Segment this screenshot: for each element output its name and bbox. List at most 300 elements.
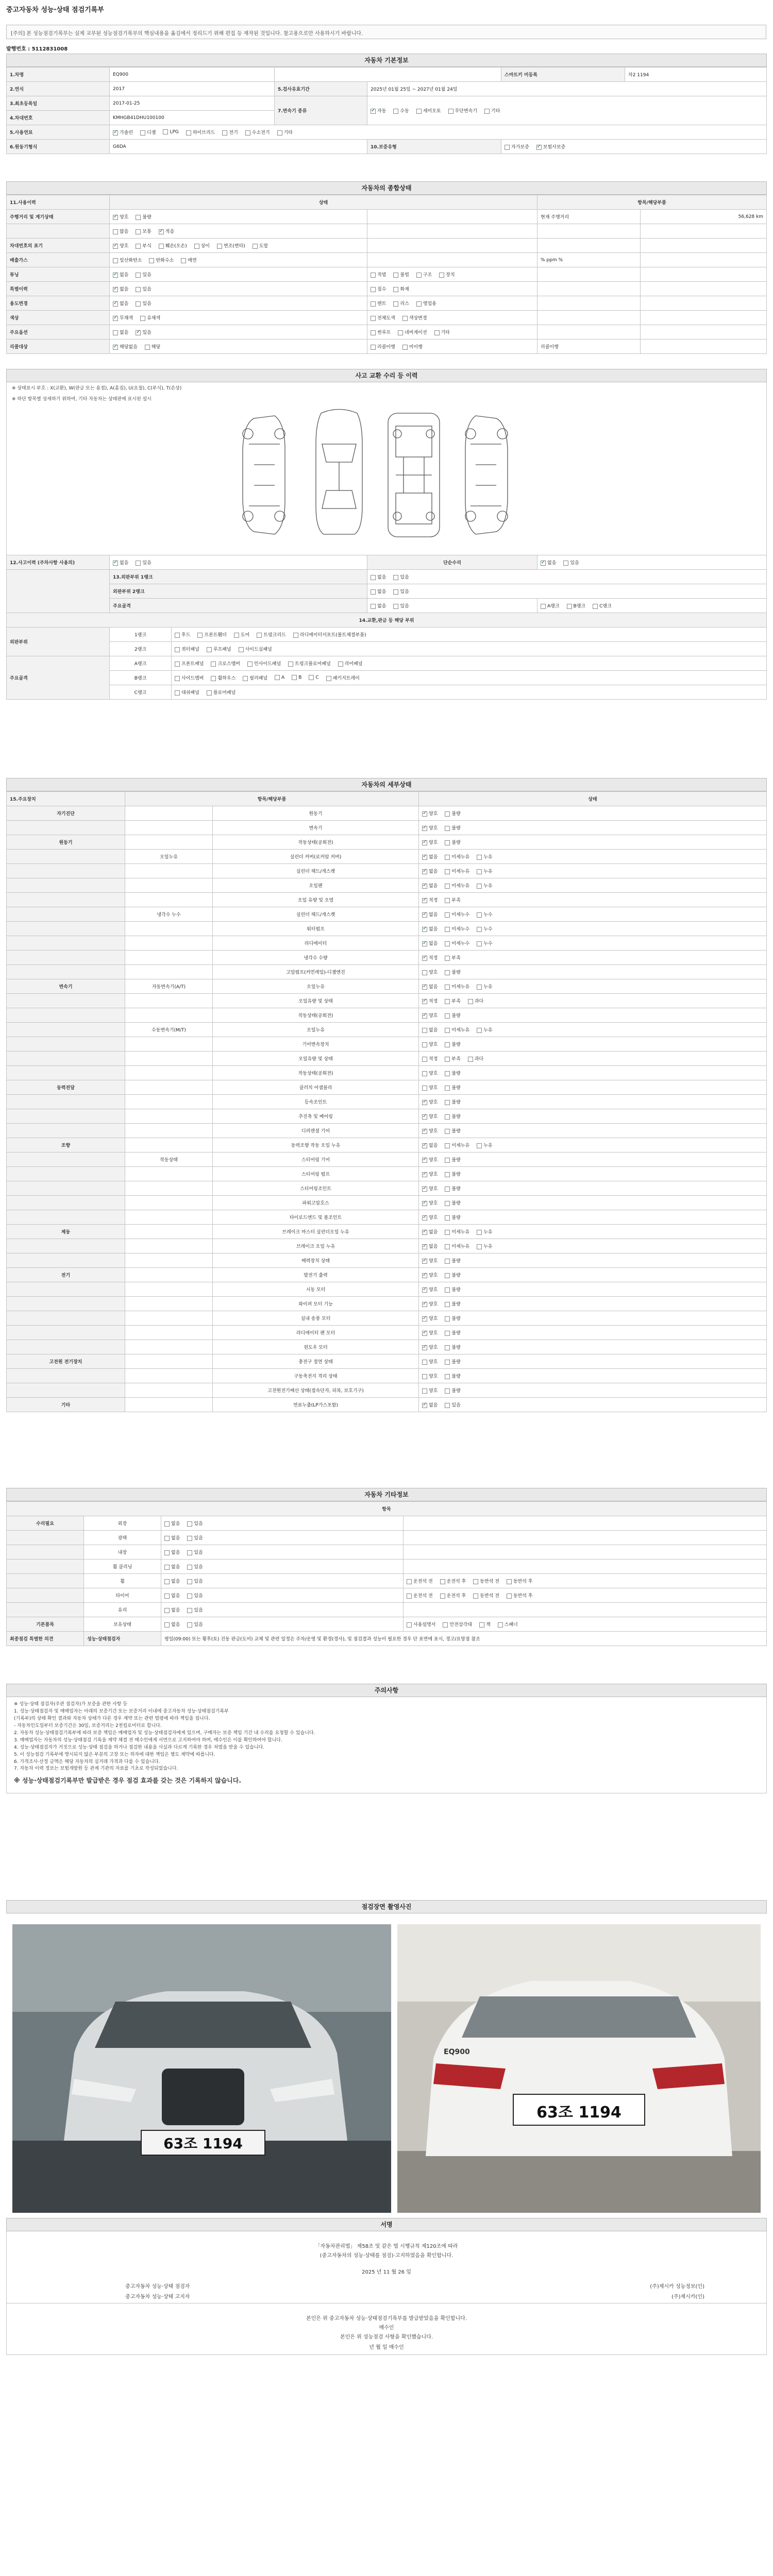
checkbox-icon[interactable] xyxy=(445,1071,450,1076)
checkbox-option[interactable] xyxy=(113,300,128,307)
checkbox-option[interactable] xyxy=(422,1199,438,1206)
checkbox-option[interactable] xyxy=(277,129,293,135)
checkbox-icon[interactable] xyxy=(402,316,408,321)
checkbox-option[interactable] xyxy=(477,925,492,932)
checkbox-option[interactable] xyxy=(422,1300,438,1307)
checkbox-icon[interactable] xyxy=(593,604,598,609)
checkbox-option[interactable] xyxy=(479,1621,491,1628)
checkbox-option[interactable] xyxy=(445,1026,469,1033)
checkbox-icon[interactable] xyxy=(393,589,398,595)
checkbox-option[interactable] xyxy=(422,1055,438,1062)
checkbox-option[interactable] xyxy=(393,300,409,307)
checkbox-icon[interactable] xyxy=(422,1331,427,1336)
checkbox-icon[interactable] xyxy=(186,130,191,135)
checkbox-option[interactable] xyxy=(159,228,174,234)
checkbox-option[interactable] xyxy=(422,1344,438,1350)
checkbox-option[interactable] xyxy=(293,631,366,638)
checkbox-option[interactable] xyxy=(187,1563,203,1570)
checkbox-icon[interactable] xyxy=(393,273,398,278)
checkbox-option[interactable] xyxy=(445,1041,460,1047)
checkbox-icon[interactable] xyxy=(422,1287,427,1293)
checkbox-icon[interactable] xyxy=(145,345,150,350)
checkbox-icon[interactable] xyxy=(445,1201,450,1206)
checkbox-option[interactable] xyxy=(422,868,438,874)
checkbox-option[interactable] xyxy=(563,559,579,566)
checkbox-option[interactable] xyxy=(239,646,272,652)
checkbox-icon[interactable] xyxy=(239,647,244,652)
checkbox-icon[interactable] xyxy=(422,1316,427,1321)
checkbox-option[interactable] xyxy=(477,868,492,874)
checkbox-icon[interactable] xyxy=(445,1143,450,1148)
checkbox-option[interactable] xyxy=(113,559,128,566)
checkbox-icon[interactable] xyxy=(507,1594,512,1599)
checkbox-icon[interactable] xyxy=(338,662,343,667)
checkbox-icon[interactable] xyxy=(275,675,280,680)
checkbox-icon[interactable] xyxy=(477,869,482,874)
checkbox-option[interactable] xyxy=(445,1098,460,1105)
checkbox-icon[interactable] xyxy=(473,1594,478,1599)
checkbox-option[interactable] xyxy=(187,1534,203,1541)
checkbox-option[interactable] xyxy=(422,1329,438,1336)
checkbox-icon[interactable] xyxy=(245,130,250,135)
checkbox-option[interactable] xyxy=(440,1578,466,1584)
checkbox-icon[interactable] xyxy=(445,927,450,932)
checkbox-option[interactable] xyxy=(187,1621,203,1628)
checkbox-icon[interactable] xyxy=(445,970,450,975)
checkbox-option[interactable] xyxy=(448,107,477,114)
checkbox-icon[interactable] xyxy=(288,662,293,667)
checkbox-icon[interactable] xyxy=(422,1042,427,1047)
checkbox-icon[interactable] xyxy=(207,690,212,696)
checkbox-icon[interactable] xyxy=(445,884,450,889)
checkbox-icon[interactable] xyxy=(422,1013,427,1019)
checkbox-option[interactable] xyxy=(422,1272,438,1278)
checkbox-option[interactable] xyxy=(145,343,160,350)
checkbox-icon[interactable] xyxy=(113,130,118,135)
checkbox-icon[interactable] xyxy=(477,855,482,860)
checkbox-icon[interactable] xyxy=(445,1013,450,1019)
checkbox-option[interactable] xyxy=(422,1228,438,1235)
checkbox-icon[interactable] xyxy=(253,244,258,249)
checkbox-option[interactable] xyxy=(402,343,423,350)
checkbox-icon[interactable] xyxy=(371,345,376,350)
checkbox-icon[interactable] xyxy=(445,1042,450,1047)
checkbox-icon[interactable] xyxy=(159,229,164,234)
checkbox-icon[interactable] xyxy=(175,676,180,681)
checkbox-option[interactable] xyxy=(505,143,529,150)
checkbox-option[interactable] xyxy=(422,940,438,946)
checkbox-icon[interactable] xyxy=(140,316,145,321)
checkbox-icon[interactable] xyxy=(293,633,298,638)
checkbox-option[interactable] xyxy=(498,1621,518,1628)
checkbox-icon[interactable] xyxy=(113,301,118,307)
checkbox-option[interactable] xyxy=(371,271,386,278)
checkbox-option[interactable] xyxy=(422,911,438,918)
checkbox-icon[interactable] xyxy=(422,1273,427,1278)
checkbox-option[interactable] xyxy=(175,660,204,667)
checkbox-option[interactable] xyxy=(468,997,483,1004)
checkbox-option[interactable] xyxy=(371,300,386,307)
checkbox-icon[interactable] xyxy=(473,1579,478,1584)
checkbox-option[interactable] xyxy=(422,1012,438,1019)
checkbox-icon[interactable] xyxy=(136,273,141,278)
checkbox-icon[interactable] xyxy=(113,345,118,350)
checkbox-option[interactable] xyxy=(422,1171,438,1177)
checkbox-icon[interactable] xyxy=(422,1143,427,1148)
checkbox-option[interactable] xyxy=(207,646,231,652)
checkbox-icon[interactable] xyxy=(187,1536,192,1541)
checkbox-icon[interactable] xyxy=(371,330,376,335)
checkbox-icon[interactable] xyxy=(445,985,450,990)
checkbox-icon[interactable] xyxy=(217,244,222,249)
checkbox-icon[interactable] xyxy=(371,604,376,609)
checkbox-option[interactable] xyxy=(187,1592,203,1599)
checkbox-option[interactable] xyxy=(477,1026,492,1033)
checkbox-icon[interactable] xyxy=(371,301,376,307)
checkbox-option[interactable] xyxy=(422,1084,438,1091)
checkbox-option[interactable] xyxy=(416,271,432,278)
checkbox-icon[interactable] xyxy=(422,1086,427,1091)
checkbox-icon[interactable] xyxy=(422,927,427,932)
checkbox-icon[interactable] xyxy=(207,647,212,652)
checkbox-icon[interactable] xyxy=(422,956,427,961)
checkbox-icon[interactable] xyxy=(468,999,473,1004)
checkbox-option[interactable] xyxy=(402,314,427,321)
checkbox-option[interactable] xyxy=(445,1127,460,1134)
checkbox-icon[interactable] xyxy=(445,1086,450,1091)
checkbox-icon[interactable] xyxy=(448,109,453,114)
checkbox-option[interactable] xyxy=(445,824,460,831)
checkbox-option[interactable] xyxy=(422,983,438,990)
checkbox-option[interactable] xyxy=(445,954,460,961)
checkbox-icon[interactable] xyxy=(422,1360,427,1365)
checkbox-icon[interactable] xyxy=(164,1608,170,1613)
checkbox-icon[interactable] xyxy=(477,927,482,932)
checkbox-icon[interactable] xyxy=(422,1071,427,1076)
checkbox-option[interactable] xyxy=(175,646,199,652)
checkbox-option[interactable] xyxy=(194,242,210,249)
checkbox-option[interactable] xyxy=(477,1228,492,1235)
checkbox-icon[interactable] xyxy=(136,561,141,566)
checkbox-option[interactable] xyxy=(477,940,492,946)
checkbox-icon[interactable] xyxy=(113,258,118,263)
checkbox-option[interactable] xyxy=(422,1401,438,1408)
checkbox-option[interactable] xyxy=(207,689,236,696)
checkbox-icon[interactable] xyxy=(445,1259,450,1264)
checkbox-icon[interactable] xyxy=(277,130,282,135)
checkbox-icon[interactable] xyxy=(416,301,422,307)
checkbox-icon[interactable] xyxy=(197,633,203,638)
checkbox-option[interactable] xyxy=(445,1185,460,1192)
checkbox-option[interactable] xyxy=(541,559,556,566)
checkbox-icon[interactable] xyxy=(136,215,141,220)
checkbox-icon[interactable] xyxy=(445,898,450,903)
checkbox-option[interactable] xyxy=(422,1257,438,1264)
checkbox-icon[interactable] xyxy=(507,1579,512,1584)
checkbox-icon[interactable] xyxy=(439,273,444,278)
checkbox-option[interactable] xyxy=(484,107,500,114)
checkbox-option[interactable] xyxy=(187,1578,203,1584)
checkbox-option[interactable] xyxy=(257,631,285,638)
checkbox-option[interactable] xyxy=(136,213,151,220)
checkbox-option[interactable] xyxy=(445,1070,460,1076)
checkbox-icon[interactable] xyxy=(407,1579,412,1584)
checkbox-icon[interactable] xyxy=(326,676,331,681)
checkbox-icon[interactable] xyxy=(422,1201,427,1206)
checkbox-icon[interactable] xyxy=(422,1028,427,1033)
checkbox-icon[interactable] xyxy=(187,1622,192,1628)
checkbox-option[interactable] xyxy=(164,1549,180,1555)
checkbox-icon[interactable] xyxy=(468,1057,473,1062)
checkbox-option[interactable] xyxy=(407,1621,435,1628)
checkbox-option[interactable] xyxy=(243,674,267,681)
checkbox-icon[interactable] xyxy=(422,999,427,1004)
checkbox-icon[interactable] xyxy=(140,130,145,135)
checkbox-icon[interactable] xyxy=(422,1129,427,1134)
checkbox-icon[interactable] xyxy=(187,1579,192,1584)
checkbox-option[interactable] xyxy=(473,1592,499,1599)
checkbox-icon[interactable] xyxy=(445,1100,450,1105)
checkbox-option[interactable] xyxy=(245,129,270,135)
checkbox-option[interactable] xyxy=(371,314,395,321)
checkbox-icon[interactable] xyxy=(477,1143,482,1148)
checkbox-icon[interactable] xyxy=(422,1057,427,1062)
checkbox-icon[interactable] xyxy=(163,129,168,134)
checkbox-icon[interactable] xyxy=(113,561,118,566)
checkbox-option[interactable] xyxy=(422,810,438,817)
checkbox-option[interactable] xyxy=(422,1041,438,1047)
checkbox-option[interactable] xyxy=(393,285,409,292)
checkbox-icon[interactable] xyxy=(416,273,422,278)
checkbox-icon[interactable] xyxy=(477,884,482,889)
checkbox-icon[interactable] xyxy=(445,855,450,860)
checkbox-icon[interactable] xyxy=(309,675,314,680)
checkbox-option[interactable] xyxy=(422,997,438,1004)
checkbox-icon[interactable] xyxy=(445,840,450,845)
checkbox-option[interactable] xyxy=(445,911,469,918)
checkbox-icon[interactable] xyxy=(477,1230,482,1235)
checkbox-option[interactable] xyxy=(445,983,469,990)
checkbox-option[interactable] xyxy=(422,954,438,961)
checkbox-icon[interactable] xyxy=(194,244,199,249)
checkbox-icon[interactable] xyxy=(422,1172,427,1177)
checkbox-option[interactable] xyxy=(422,969,438,975)
checkbox-icon[interactable] xyxy=(187,1550,192,1555)
checkbox-option[interactable] xyxy=(140,129,156,135)
checkbox-option[interactable] xyxy=(422,925,438,932)
checkbox-icon[interactable] xyxy=(187,1565,192,1570)
checkbox-option[interactable] xyxy=(253,242,268,249)
checkbox-option[interactable] xyxy=(309,675,318,681)
checkbox-option[interactable] xyxy=(422,896,438,903)
checkbox-icon[interactable] xyxy=(563,561,568,566)
checkbox-icon[interactable] xyxy=(477,912,482,918)
checkbox-option[interactable] xyxy=(445,1243,469,1249)
checkbox-option[interactable] xyxy=(187,1520,203,1527)
checkbox-option[interactable] xyxy=(477,853,492,860)
checkbox-icon[interactable] xyxy=(445,912,450,918)
checkbox-option[interactable] xyxy=(443,1621,472,1628)
checkbox-icon[interactable] xyxy=(187,1608,192,1613)
checkbox-option[interactable] xyxy=(445,1315,460,1321)
checkbox-icon[interactable] xyxy=(445,826,450,831)
checkbox-icon[interactable] xyxy=(445,1057,450,1062)
checkbox-icon[interactable] xyxy=(445,999,450,1004)
checkbox-option[interactable] xyxy=(445,1329,460,1336)
checkbox-option[interactable] xyxy=(422,824,438,831)
checkbox-option[interactable] xyxy=(445,810,460,817)
checkbox-icon[interactable] xyxy=(422,855,427,860)
checkbox-icon[interactable] xyxy=(445,1388,450,1394)
checkbox-icon[interactable] xyxy=(222,130,227,135)
checkbox-option[interactable] xyxy=(507,1578,533,1584)
checkbox-icon[interactable] xyxy=(422,912,427,918)
checkbox-option[interactable] xyxy=(164,1621,180,1628)
checkbox-option[interactable] xyxy=(393,107,409,114)
checkbox-option[interactable] xyxy=(445,896,460,903)
checkbox-icon[interactable] xyxy=(477,941,482,946)
checkbox-icon[interactable] xyxy=(422,1403,427,1408)
checkbox-option[interactable] xyxy=(113,271,128,278)
checkbox-icon[interactable] xyxy=(164,1565,170,1570)
checkbox-icon[interactable] xyxy=(445,1114,450,1120)
checkbox-option[interactable] xyxy=(164,1563,180,1570)
checkbox-option[interactable] xyxy=(136,271,151,278)
checkbox-option[interactable] xyxy=(393,588,409,595)
checkbox-icon[interactable] xyxy=(422,869,427,874)
checkbox-option[interactable] xyxy=(422,1358,438,1365)
checkbox-icon[interactable] xyxy=(422,941,427,946)
checkbox-option[interactable] xyxy=(247,660,281,667)
checkbox-option[interactable] xyxy=(422,839,438,845)
checkbox-option[interactable] xyxy=(393,271,409,278)
checkbox-icon[interactable] xyxy=(422,970,427,975)
checkbox-option[interactable] xyxy=(113,329,128,335)
checkbox-icon[interactable] xyxy=(484,109,490,114)
checkbox-icon[interactable] xyxy=(422,1302,427,1307)
checkbox-option[interactable] xyxy=(113,213,128,220)
checkbox-option[interactable] xyxy=(234,631,249,638)
checkbox-icon[interactable] xyxy=(445,1360,450,1365)
checkbox-icon[interactable] xyxy=(234,633,239,638)
checkbox-option[interactable] xyxy=(434,329,450,335)
checkbox-option[interactable] xyxy=(422,882,438,889)
checkbox-option[interactable] xyxy=(422,1113,438,1120)
checkbox-icon[interactable] xyxy=(541,604,546,609)
checkbox-icon[interactable] xyxy=(211,676,216,681)
checkbox-option[interactable] xyxy=(393,602,409,609)
checkbox-icon[interactable] xyxy=(371,589,376,595)
checkbox-icon[interactable] xyxy=(443,1622,448,1628)
checkbox-option[interactable] xyxy=(477,1243,492,1249)
checkbox-icon[interactable] xyxy=(398,330,403,335)
checkbox-icon[interactable] xyxy=(257,633,262,638)
checkbox-icon[interactable] xyxy=(407,1622,412,1628)
checkbox-icon[interactable] xyxy=(422,1374,427,1379)
checkbox-icon[interactable] xyxy=(136,301,141,307)
checkbox-option[interactable] xyxy=(445,1156,460,1163)
checkbox-option[interactable] xyxy=(371,343,395,350)
checkbox-icon[interactable] xyxy=(113,244,118,249)
checkbox-option[interactable] xyxy=(136,300,151,307)
checkbox-icon[interactable] xyxy=(505,145,510,150)
checkbox-icon[interactable] xyxy=(393,604,398,609)
checkbox-icon[interactable] xyxy=(292,675,297,680)
checkbox-option[interactable] xyxy=(445,1171,460,1177)
checkbox-icon[interactable] xyxy=(393,301,398,307)
checkbox-icon[interactable] xyxy=(113,229,118,234)
checkbox-icon[interactable] xyxy=(477,1244,482,1249)
checkbox-option[interactable] xyxy=(140,314,160,321)
checkbox-icon[interactable] xyxy=(445,1215,450,1221)
checkbox-icon[interactable] xyxy=(164,1521,170,1527)
checkbox-option[interactable] xyxy=(371,107,386,114)
checkbox-option[interactable] xyxy=(445,1228,469,1235)
checkbox-icon[interactable] xyxy=(445,1374,450,1379)
checkbox-icon[interactable] xyxy=(243,676,248,681)
checkbox-option[interactable] xyxy=(407,1592,433,1599)
checkbox-option[interactable] xyxy=(175,631,190,638)
checkbox-icon[interactable] xyxy=(422,1388,427,1394)
checkbox-icon[interactable] xyxy=(445,1302,450,1307)
checkbox-icon[interactable] xyxy=(445,1244,450,1249)
checkbox-option[interactable] xyxy=(275,675,284,681)
checkbox-option[interactable] xyxy=(445,1272,460,1278)
checkbox-icon[interactable] xyxy=(445,1403,450,1408)
checkbox-icon[interactable] xyxy=(445,811,450,817)
checkbox-icon[interactable] xyxy=(175,647,180,652)
checkbox-icon[interactable] xyxy=(445,1129,450,1134)
checkbox-option[interactable] xyxy=(439,271,455,278)
checkbox-icon[interactable] xyxy=(164,1622,170,1628)
checkbox-option[interactable] xyxy=(416,300,436,307)
checkbox-option[interactable] xyxy=(445,1344,460,1350)
checkbox-icon[interactable] xyxy=(445,941,450,946)
checkbox-option[interactable] xyxy=(541,602,560,609)
checkbox-icon[interactable] xyxy=(175,690,180,696)
checkbox-option[interactable] xyxy=(445,882,469,889)
checkbox-option[interactable] xyxy=(113,343,138,350)
checkbox-option[interactable] xyxy=(113,285,128,292)
checkbox-icon[interactable] xyxy=(175,633,180,638)
checkbox-icon[interactable] xyxy=(371,287,376,292)
checkbox-icon[interactable] xyxy=(371,109,376,114)
checkbox-option[interactable] xyxy=(422,1127,438,1134)
checkbox-option[interactable] xyxy=(445,853,469,860)
checkbox-option[interactable] xyxy=(445,1214,460,1221)
checkbox-option[interactable] xyxy=(445,1372,460,1379)
checkbox-icon[interactable] xyxy=(445,1316,450,1321)
checkbox-option[interactable] xyxy=(371,602,386,609)
checkbox-option[interactable] xyxy=(407,1578,433,1584)
checkbox-option[interactable] xyxy=(164,1606,180,1613)
checkbox-option[interactable] xyxy=(292,675,301,681)
checkbox-option[interactable] xyxy=(164,1592,180,1599)
checkbox-option[interactable] xyxy=(477,1142,492,1148)
checkbox-icon[interactable] xyxy=(136,244,141,249)
checkbox-icon[interactable] xyxy=(445,1187,450,1192)
checkbox-option[interactable] xyxy=(163,129,178,135)
checkbox-option[interactable] xyxy=(422,1243,438,1249)
checkbox-icon[interactable] xyxy=(445,869,450,874)
checkbox-icon[interactable] xyxy=(536,145,542,150)
checkbox-icon[interactable] xyxy=(164,1594,170,1599)
checkbox-icon[interactable] xyxy=(445,1158,450,1163)
checkbox-option[interactable] xyxy=(445,1358,460,1365)
checkbox-icon[interactable] xyxy=(440,1594,445,1599)
checkbox-option[interactable] xyxy=(181,257,196,263)
checkbox-option[interactable] xyxy=(567,602,586,609)
